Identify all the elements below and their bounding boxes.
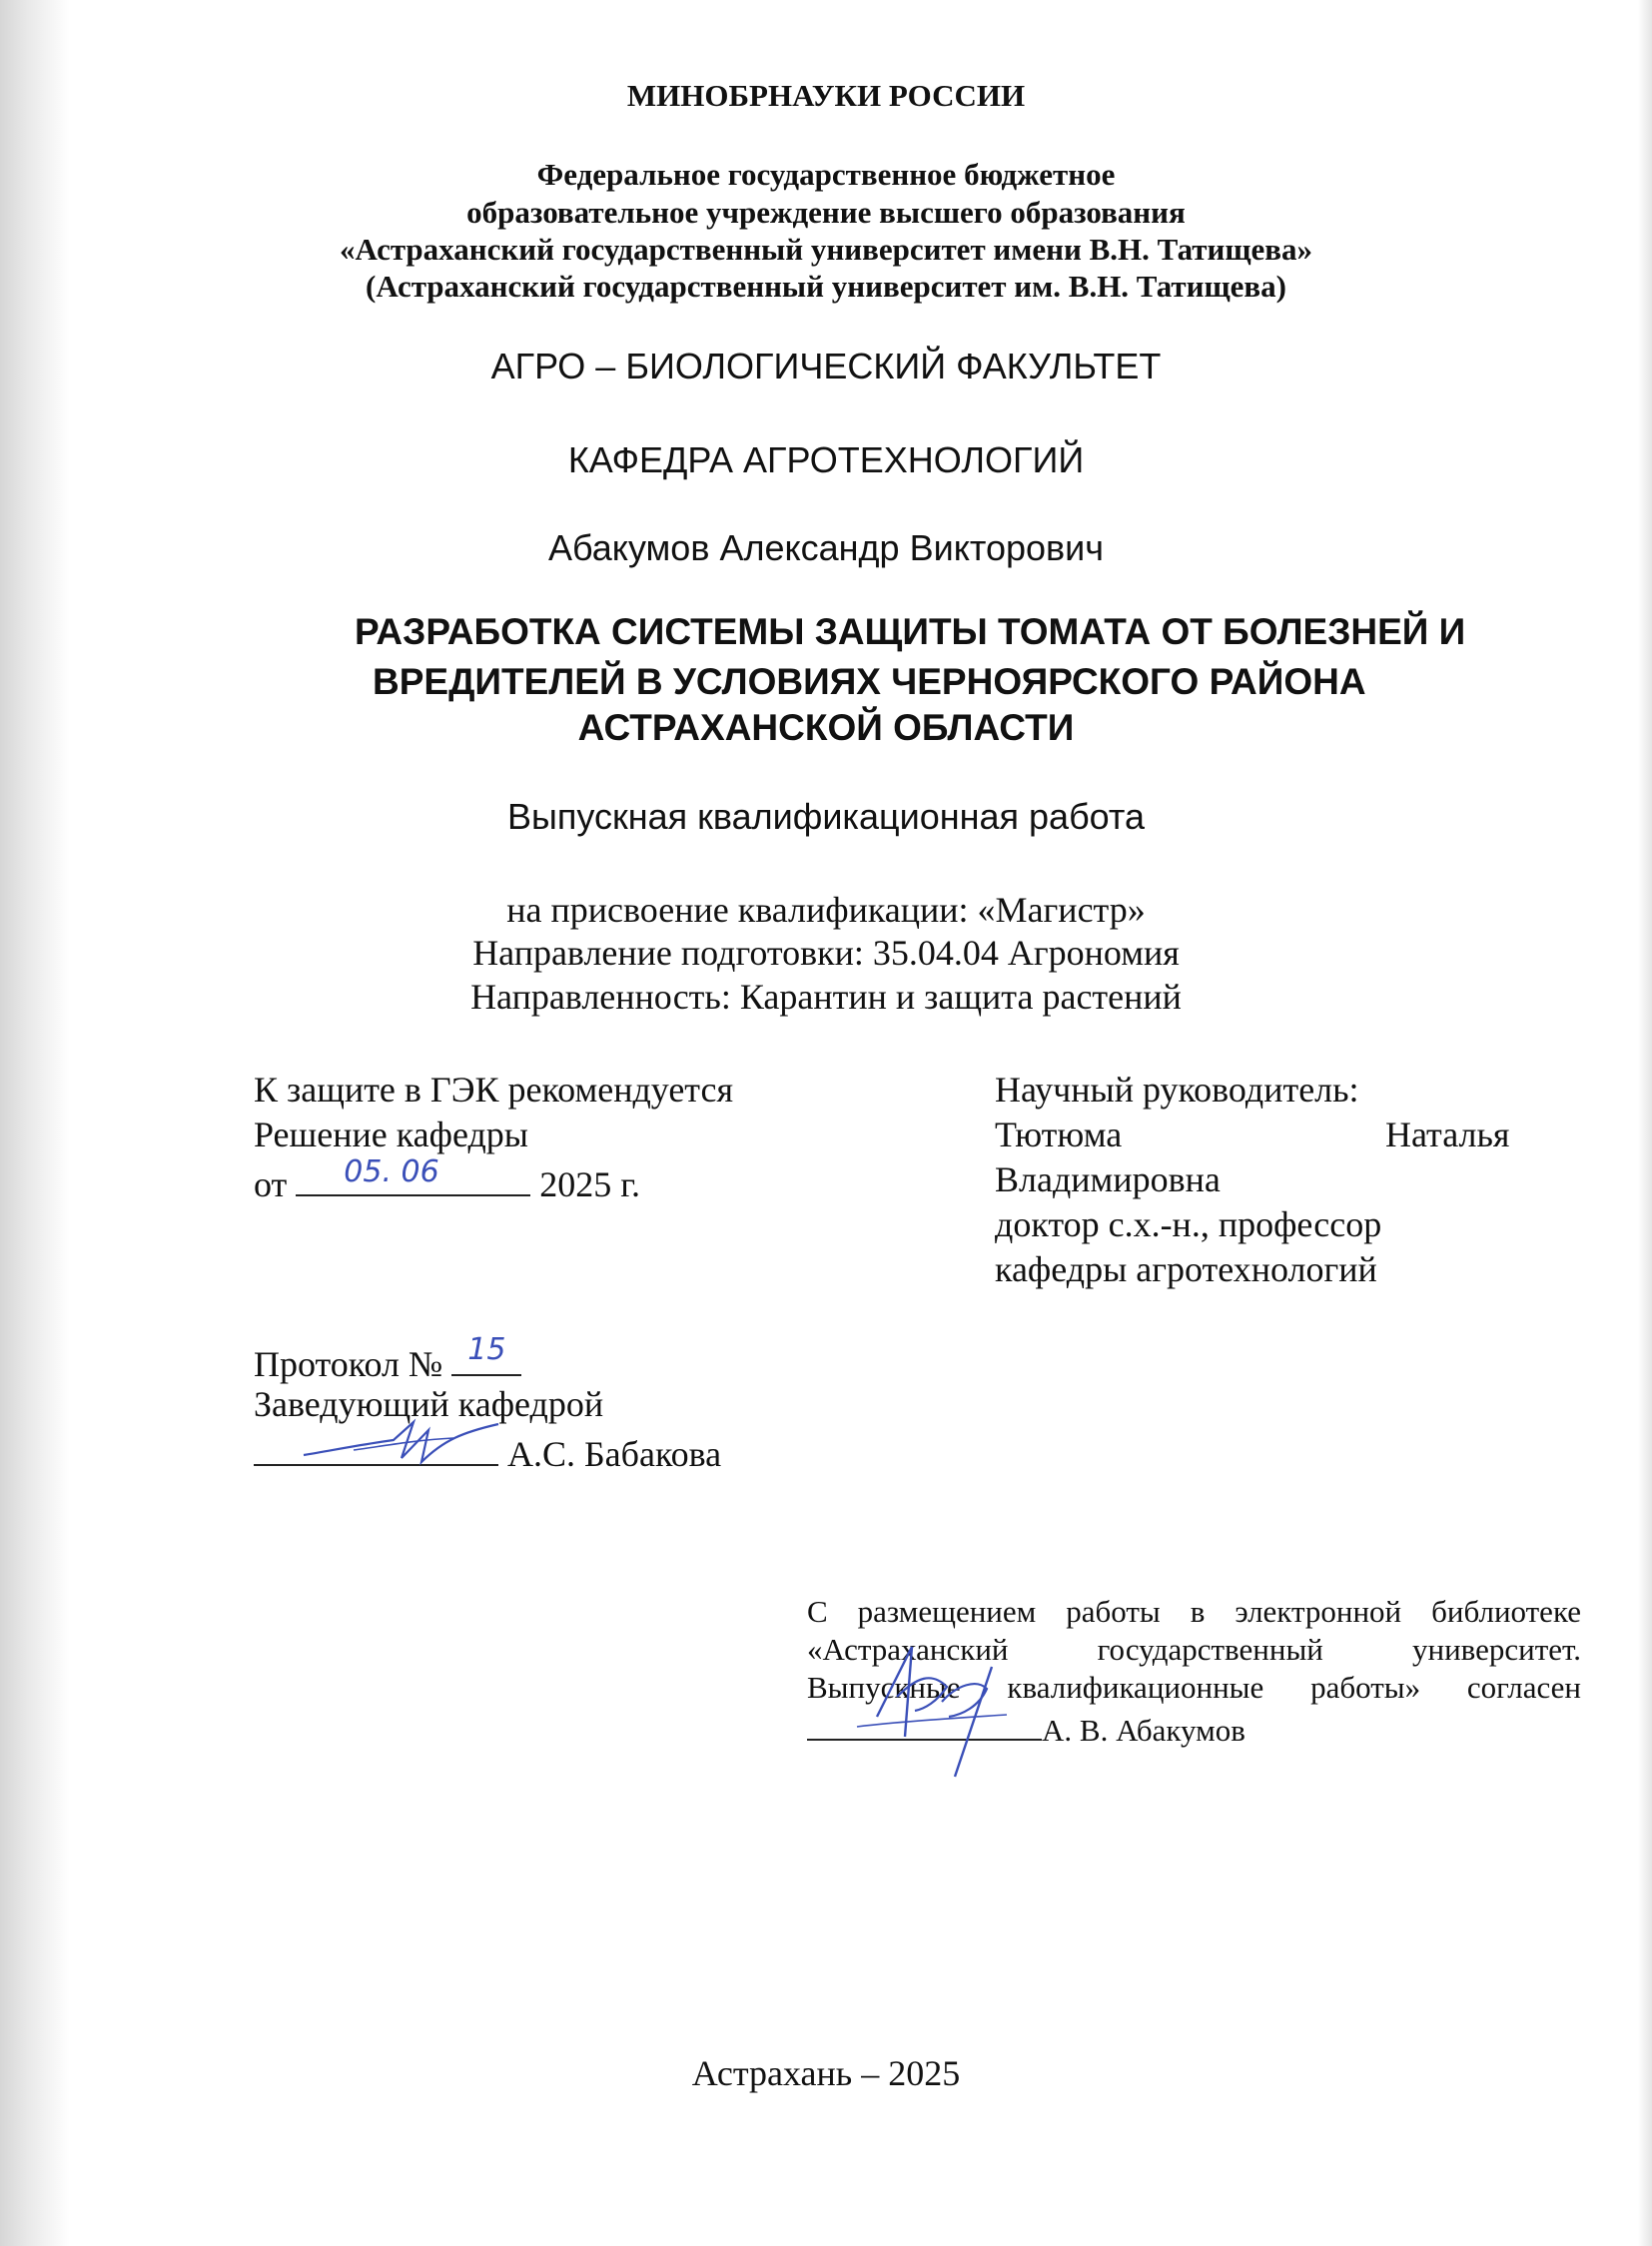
- institution-line-3: «Астраханский государственный университет имени В.Н. Татищева»: [339, 232, 1313, 267]
- date-blank: [296, 1154, 530, 1196]
- date-prefix: от: [254, 1164, 288, 1204]
- consent-line-3: Выпускные квалификационные работы» согласен: [807, 1670, 1581, 1705]
- supervisor-department: кафедры агротехнологий: [995, 1249, 1377, 1289]
- head-signature-image: [294, 1410, 513, 1480]
- work-type: Выпускная квалификационная работа: [506, 796, 1146, 837]
- department: КАФЕДРА АГРОТЕХНОЛОГИЙ: [567, 439, 1085, 480]
- defense-recommended: К защите в ГЭК рекомендуется: [254, 1070, 734, 1110]
- handwritten-protocol: 15: [467, 1332, 506, 1367]
- student-signature-image: [837, 1627, 1027, 1787]
- institution-line-4: (Астраханский государственный университет им. В.Н. Татищева): [366, 269, 1286, 304]
- supervisor-degree: доктор с.х.-н., профессор: [995, 1204, 1382, 1244]
- consent-signer: А. В. Абакумов: [1042, 1713, 1245, 1748]
- qualification-line-2: Направление подготовки: 35.04.04 Агрономия: [472, 933, 1180, 973]
- title-line-3: АСТРАХАНСКОЙ ОБЛАСТИ: [577, 707, 1075, 748]
- consent-signature-line: [807, 1707, 1581, 1750]
- head-of-department-label: Заведующий кафедрой: [254, 1384, 604, 1424]
- protocol-blank: [451, 1332, 521, 1376]
- supervisor-first-name: Наталья: [1385, 1115, 1510, 1154]
- title-line-1: РАЗРАБОТКА СИСТЕМЫ ЗАЩИТЫ ТОМАТА ОТ БОЛЕЗНЕЙ И: [355, 611, 1466, 652]
- scan-edge-shadow-right: [1638, 0, 1652, 2246]
- head-of-department-signature-line: [254, 1428, 721, 1475]
- qualification-line-3: Направленность: Карантин и защита растений: [470, 977, 1182, 1017]
- protocol-label: Протокол №: [254, 1344, 443, 1384]
- head-signature-blank: [254, 1428, 498, 1466]
- ministry: МИНОБРНАУКИ РОССИИ: [626, 78, 1026, 113]
- head-name: А.С. Бабакова: [507, 1434, 722, 1474]
- library-consent: [807, 1593, 1581, 1750]
- consent-line-2: «Астраханский государственный университет.: [807, 1632, 1581, 1667]
- institution-line-1: Федеральное государственное бюджетное: [536, 157, 1116, 192]
- supervisor-patronymic: Владимировна: [995, 1159, 1221, 1199]
- handwritten-date: 05. 06: [344, 1154, 439, 1189]
- department-decision: Решение кафедры: [254, 1115, 528, 1154]
- protocol-number: [254, 1332, 521, 1385]
- faculty: АГРО – БИОЛОГИЧЕСКИЙ ФАКУЛЬТЕТ: [490, 346, 1162, 386]
- qualification-line-1: на присвоение квалификации: «Магистр»: [506, 890, 1146, 930]
- decision-date: [254, 1154, 640, 1205]
- date-suffix: 2025 г.: [539, 1164, 640, 1204]
- title-line-2: ВРЕДИТЕЛЕЙ В УСЛОВИЯХ ЧЕРНОЯРСКОГО РАЙОНА: [373, 661, 1366, 702]
- supervisor-label: Научный руководитель:: [995, 1070, 1359, 1110]
- institution-line-2: образовательное учреждение высшего образования: [466, 195, 1186, 230]
- consent-line-1: С размещением работы в электронной библиотеке: [807, 1594, 1581, 1629]
- author: Абакумов Александр Викторович: [547, 527, 1104, 568]
- footer-city-year: Астрахань – 2025: [691, 2053, 961, 2093]
- supervisor-surname: Тютюма: [995, 1115, 1123, 1154]
- scan-edge-shadow: [0, 0, 70, 2246]
